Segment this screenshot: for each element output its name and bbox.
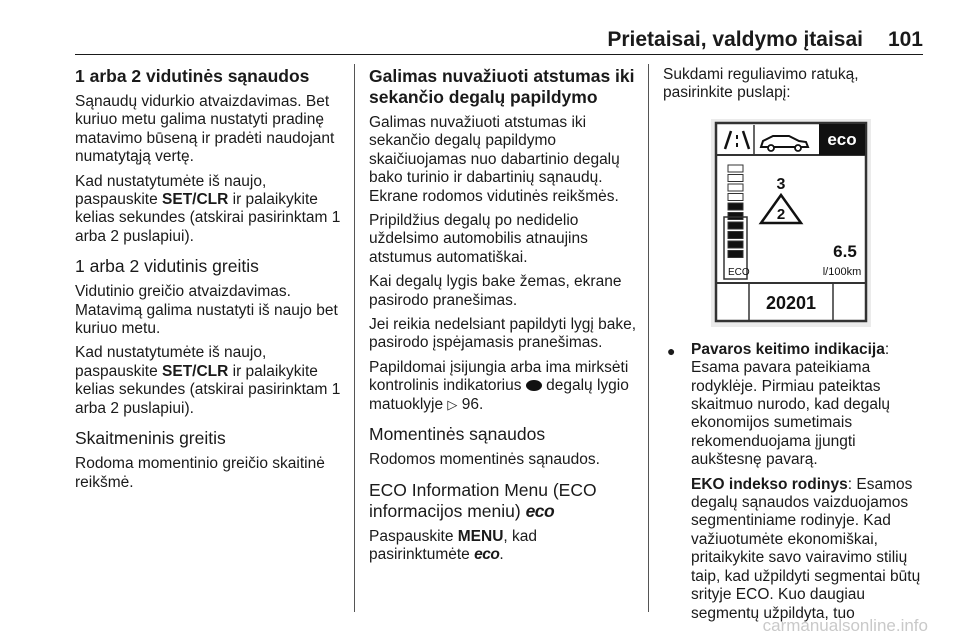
consumption-value: 6.5 — [833, 241, 857, 261]
eco-segment-filled — [728, 231, 743, 238]
watermark: carmanualsonline.info — [762, 616, 928, 635]
eco-segment-filled — [728, 212, 743, 219]
paragraph-reset-speed: Kad nustatytumėte iš naujo, paspauskite SET/CLR ir palaikykite kelias sekundes (atskirai pasirinktam 1 arba 2 puslapiui). — [75, 344, 341, 417]
key-set-clr: SET/CLR — [162, 191, 229, 209]
eco-segment-empty — [728, 165, 743, 172]
page-reference-icon: ▷ — [447, 396, 458, 412]
eco-segment-empty — [728, 184, 743, 191]
heading-instant-consumption: Momentinės sąnaudos — [369, 424, 546, 445]
term-eco-index: EKO indekso rodinys — [691, 475, 848, 493]
heading-range: Galimas nuvažiuoti atstumas iki sekančio degalų papildymo — [369, 66, 635, 107]
heading-average-consumption: 1 arba 2 vidutinės sąnaudos — [75, 66, 310, 86]
column-3 — [663, 66, 927, 629]
paragraph-range-2: Pripildžius degalų po nedidelio uždelsimo automobilis atnaujins atstumus automatiškai. — [369, 212, 588, 266]
section-title: Prietaisai, valdymo įtaisai — [607, 28, 863, 51]
heading-digital-speed: Skaitmeninis greitis — [75, 428, 226, 449]
eco-tab-label: eco — [827, 129, 857, 149]
gear-target: 3 — [776, 175, 786, 193]
key-set-clr: SET/CLR — [162, 362, 229, 380]
paragraph-select-page: Sukdami reguliavimo ratuką, pasirinkite puslapį: — [663, 66, 859, 102]
eco-display-illustration — [711, 119, 871, 327]
paragraph-range-3: Kai degalų lygis bake žemas, ekrane pasirodo pranešimas. — [369, 273, 622, 309]
paragraph-digital-speed: Rodoma momentinio greičio skaitinė reikšmė. — [75, 455, 325, 491]
eco-icon: eco — [525, 500, 555, 521]
text-eco-index: : Esamos degalų sąnaudos vaizduojamos segmentiniame rodinyje. Kad važiuotumėte ekonomiškai, pritaikykite savo vairavimo stilių taip, kad užpildyti segmentai būtų srityje ECO. Kuo daugiau segmentų užpildyta, tuo — [691, 475, 921, 622]
gear-current: 2 — [776, 205, 786, 223]
eco-segment-empty — [728, 193, 743, 200]
heading-eco-menu: ECO Information Menu (ECO informacijos meniu) eco — [369, 479, 597, 521]
paragraph-average-consumption: Sąnaudų vidurkio atvaizdavimas. Bet kuriuo metu galima nustatyti pradinę matavimo būseną ir pradėti naudojant numatytąją vertę. — [75, 93, 335, 166]
consumption-unit: l/100km — [822, 265, 862, 278]
eco-segment-filled — [728, 222, 743, 229]
eco-segment-empty — [728, 174, 743, 181]
column-divider-2 — [648, 64, 649, 612]
paragraph-eco-menu: Paspauskite MENU, kad pasirinktumėte eco. — [369, 527, 537, 563]
list-item-gear-indication: ● Pavaros keitimo indikacija: Esama pavara pateikiama rodyklėje. Pirmiau pateiktas skaitmuo nurodo, kad degalų ekonomijos sumetimais rekomenduojama įjungti aukštesnę pavarą. EKO indekso rodinys: Esamos degalų sąnaudos vaizduojamos segmentiniame rodinyje. Kad važiuotumėte ekonomiškai, pritaikykite savo vairavimo stilių taip, kad užpildyti segmentai būtų srityje ECO. Kuo daugiau segmentų užpildyta, tuo — [667, 340, 921, 622]
eco-segment-filled — [728, 241, 743, 248]
heading-average-speed: 1 arba 2 vidutinis greitis — [75, 256, 259, 277]
eco-segment-filled — [728, 250, 743, 257]
eco-icon: eco — [474, 545, 500, 563]
paragraph-range-5: Papildomai įsijungia arba ima mirksėti kontrolinis indikatorius degalų lygio matuoklyje ▷ 96. — [369, 358, 629, 413]
paragraph-range-1: Galimas nuvažiuoti atstumas iki sekančio degalų papildymo skaičiuojamas nuo dabartinio degalų bako turinio ir dabartinių sąnaudų. Ekrane rodomos vidutinės reikšmės. — [369, 114, 620, 205]
bullet-icon: ● — [667, 342, 676, 359]
term-gear-indication: Pavaros keitimo indikacija — [691, 340, 885, 358]
key-menu: MENU — [457, 527, 504, 545]
fuel-indicator-icon — [526, 380, 542, 391]
page-header — [75, 28, 923, 55]
text-gear-indication: Esama pavara pateikiama rodyklėje. Pirmiau pateiktas skaitmuo nurodo, kad degalų ekonomijos sumetimais rekomenduojama įjungti aukštesnę pavarą. — [691, 359, 891, 469]
paragraph-instant-consumption: Rodomos momentinės sąnaudos. — [369, 451, 600, 469]
eco-bar-label: ECO — [728, 266, 750, 278]
paragraph-range-4: Jei reikia nedelsiant papildyti lygį bake, pasirodo įspėjamasis pranešimas. — [369, 316, 637, 352]
odometer-value: 20201 — [765, 292, 817, 313]
eco-display-figure — [711, 119, 871, 327]
page-reference[interactable]: 96. — [461, 395, 484, 413]
paragraph-reset-consumption: Kad nustatytumėte iš naujo, paspauskite SET/CLR ir palaikykite kelias sekundes (atskirai pasirinktam 1 arba 2 puslapiui). — [75, 172, 341, 245]
column-divider-1 — [354, 64, 355, 612]
page-number: 101 — [887, 28, 923, 51]
column-2 — [369, 66, 637, 570]
paragraph-average-speed: Vidutinio greičio atvaizdavimas. Matavimą galima nustatyti iš naujo bet kuriuo metu. — [75, 283, 338, 338]
eco-segment-filled — [728, 203, 743, 210]
column-1 — [75, 66, 343, 498]
